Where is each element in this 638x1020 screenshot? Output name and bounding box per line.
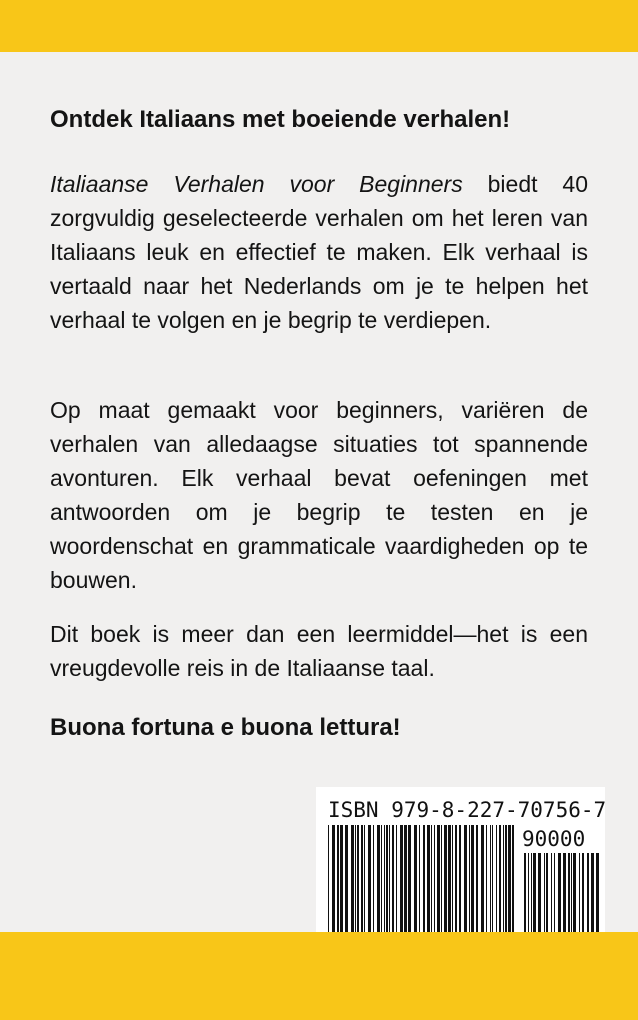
barcode-bar [469, 825, 470, 937]
barcode-bar [459, 825, 461, 937]
barcode-bar [381, 825, 382, 937]
barcode-bar [351, 825, 354, 937]
barcode-bar [355, 825, 356, 937]
barcode-bar [373, 825, 374, 937]
bottom-yellow-band [0, 932, 638, 1020]
barcode-bar [328, 825, 329, 947]
barcode-bar [464, 825, 467, 937]
barcode-bar [377, 825, 380, 937]
barcode-bar [455, 825, 457, 937]
barcode-bar [452, 825, 453, 937]
closing-line: Buona fortuna e buona lettura! [50, 714, 401, 741]
barcode-bar [505, 825, 507, 937]
barcode-bar [332, 825, 335, 947]
barcode-bar [368, 825, 371, 937]
description-paragraph-2: Op maat gemaakt voor beginners, variëren de verhalen van alledaagse situaties tot spannende avonturen. Elk verhaal bevat oefeningen met antwoorden om je begrip te testen en je woordenschat en grammaticale vaardigheden op te bouwen. [50, 397, 588, 593]
barcode-bar [386, 825, 388, 937]
barcode-bar [492, 825, 493, 937]
barcode-bar [471, 825, 474, 937]
barcode-bar [419, 825, 420, 937]
description-paragraph-3: Dit boek is meer dan een leermiddel—het is een vreugdevolle reis in de Italiaanse taal. [50, 621, 588, 681]
barcode-bar [364, 825, 365, 937]
barcode-bar [508, 825, 511, 937]
barcode-bar [357, 825, 359, 937]
barcode-bar [340, 825, 343, 937]
ean-barcode-bars [328, 825, 516, 947]
barcode-bar [423, 825, 425, 947]
back-cover-heading: Ontdek Italiaans met boeiende verhalen! [50, 106, 511, 133]
barcode-bar [476, 825, 478, 937]
description-paragraph-1-text: biedt 40 zorgvuldig geselecteerde verhalen om het leren van Italiaans leuk en effectief te maken. Elk verhaal is vertaald naar het Nederlands om je te helpen het verhaal te volgen en je begrip te verdiepen. [50, 171, 588, 333]
barcode-bar [441, 825, 442, 937]
barcode-bar [496, 825, 497, 937]
book-title: Italiaanse Verhalen voor Beginners [50, 171, 463, 197]
top-yellow-band [0, 0, 638, 52]
barcode-bar [427, 825, 430, 937]
barcode-bar [490, 825, 491, 937]
isbn-label: ISBN 979-8-227-70756-7 [328, 798, 607, 822]
barcode-bar [448, 825, 451, 937]
barcode-bar [503, 825, 504, 937]
barcode-bar [384, 825, 385, 937]
barcode-bar [392, 825, 394, 937]
barcode-bar [345, 825, 348, 937]
barcode-bar [486, 825, 487, 937]
barcode-bar [444, 825, 447, 937]
barcode-bar [434, 825, 435, 937]
barcode-bar [389, 825, 390, 937]
barcode-bar [396, 825, 397, 937]
barcode-bar [512, 825, 514, 947]
barcode-bar [404, 825, 407, 937]
barcode-bar [361, 825, 363, 937]
barcode-bar [499, 825, 501, 937]
barcode-bar [414, 825, 417, 937]
barcode-bar [408, 825, 411, 937]
barcode-bar [337, 825, 339, 937]
barcode-bar [431, 825, 432, 937]
addon-price-code: 90000 [522, 827, 586, 851]
barcode-bar [400, 825, 403, 937]
barcode-bar [481, 825, 484, 937]
description-paragraph-1 [50, 167, 588, 337]
barcode-bar [437, 825, 440, 937]
